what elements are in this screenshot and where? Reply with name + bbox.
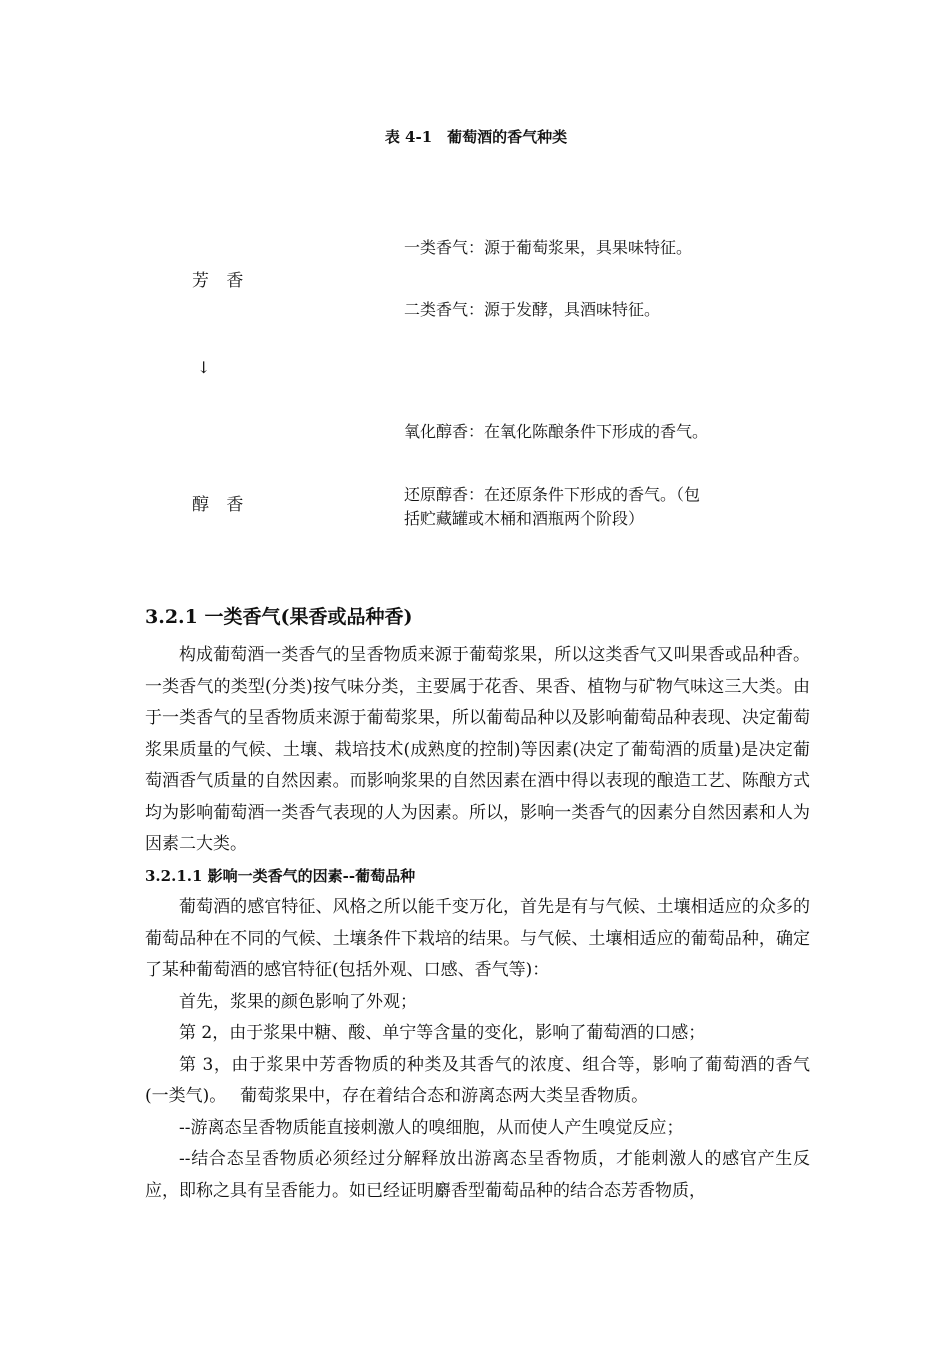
- paragraph: 第 2，由于浆果中糖、酸、单宁等含量的变化，影响了葡萄酒的口感；: [179, 1023, 706, 1043]
- paragraph: --游离态呈香物质能直接刺激人的嗅细胞，从而使人产生嗅觉反应；: [179, 1117, 684, 1138]
- subsection-heading: 3.2.1.1 影响一类香气的因素--葡萄品种: [145, 866, 416, 885]
- down-arrow-icon: ↓: [197, 358, 211, 377]
- paragraph: 构成葡萄酒一类香气的呈香物质来源于葡萄浆果，所以这类香气又叫果香或品种香。一类香气的类型(分类)按气味分类，主要属于花香、果香、植物与矿物气味这三大类。由于一类香气的呈香物质来源于葡萄浆果，所以葡萄品种以及影响葡萄品种表现、决定葡萄浆果质量的气候、土壤、栽培技术(成熟度的控制)等因素(决定了葡萄酒的质量)是决定葡萄酒香气质量的自然因素。而影响浆果的自然因素在酒中得以表现的酿造工艺、陈酿方式均为影响葡萄酒一类香气表现的人为因素。所以，影响一类香气的因素分自然因素和人为因素二大类。: [145, 645, 810, 854]
- section-heading: 3.2.1 一类香气(果香或品种香): [145, 606, 413, 628]
- table-caption: 表 4-1 葡萄酒的香气种类: [384, 128, 568, 146]
- primary-aroma-description: 一类香气：源于葡萄浆果，具果味特征。: [404, 238, 693, 257]
- bouquet-category-label: 醇 香: [192, 495, 250, 515]
- paragraph: --结合态呈香物质必须经过分解释放出游离态呈香物质，才能刺激人的感官产生反应，即称之具有呈香能力。如已经证明麝香型葡萄品种的结合态芳香物质，: [145, 1149, 810, 1201]
- secondary-aroma-description: 二类香气：源于发酵，具酒味特征。: [404, 300, 661, 319]
- reductive-bouquet-description: 还原醇香：在还原条件下形成的香气。（包括贮藏罐或木桶和酒瓶两个阶段）: [404, 485, 701, 528]
- oxidative-bouquet-description: 氧化醇香：在氧化陈酿条件下形成的香气。: [404, 422, 709, 441]
- paragraph: 首先，浆果的颜色影响了外观；: [179, 991, 417, 1012]
- aroma-category-label: 芳 香: [192, 271, 250, 291]
- body-text: [145, 600, 810, 1207]
- paragraph: 葡萄酒的感官特征、风格之所以能千变万化，首先是有与气候、土壤相适应的众多的葡萄品种在不同的气候、土壤条件下栽培的结果。与气候、土壤相适应的葡萄品种，确定了某种葡萄酒的感官特征(包括外观、口感、香气等)：: [145, 897, 810, 980]
- paragraph: 第 3，由于浆果中芳香物质的种类及其香气的浓度、组合等，影响了葡萄酒的香气(一类气)。 葡萄浆果中，存在着结合态和游离态两大类呈香物质。: [145, 1054, 810, 1106]
